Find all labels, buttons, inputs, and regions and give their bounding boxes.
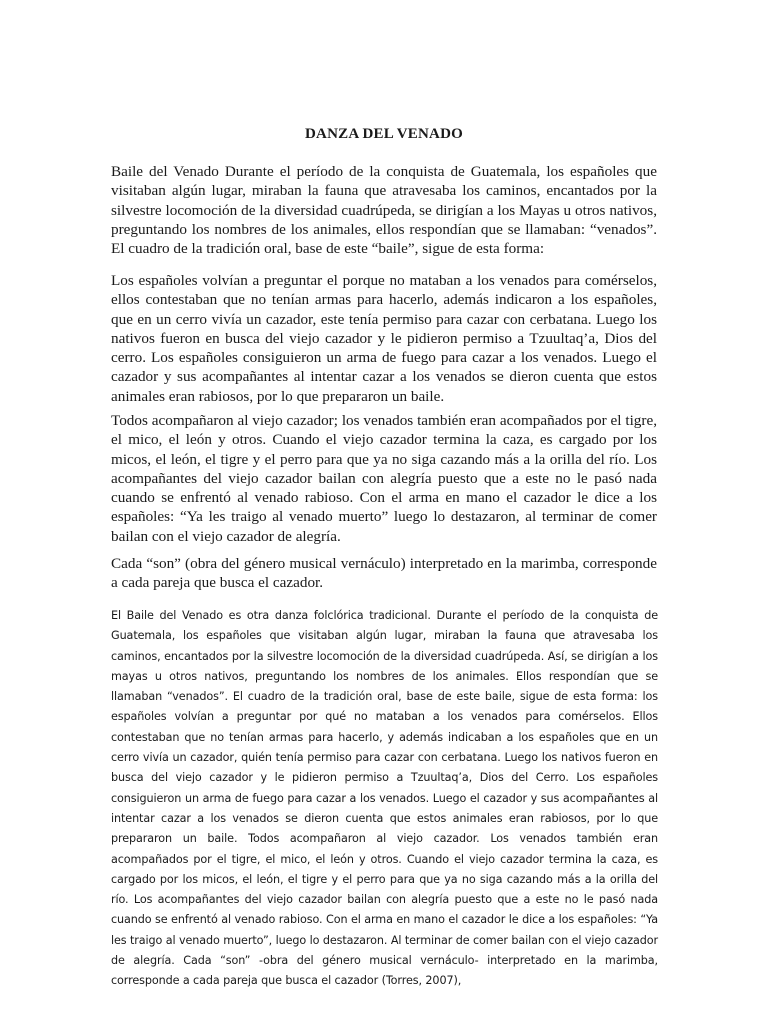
paragraph-4: Cada “son” (obra del género musical vernáculo) interpretado en la marimba, corresponde a cada pareja que busca el cazador. — [111, 555, 657, 592]
paragraph-2: Los españoles volvían a preguntar el porque no mataban a los venados para comérselos, ellos contestaban que no tenían armas para hacerlo, además indicaron a los españoles, que en un cerro vivía un cazador, este tenía permiso para cazar con cerbatana. Luego los nativos fueron en busca del viejo cazador y le pidieron permiso a Tzuultaq’a, Dios del cerro. Los españoles consiguieron un arma de fuego para cazar a los venados. Luego el cazador y sus acompañantes al intentar cazar a los venados se dieron cuenta que estos animales eran rabiosos, por lo que prepararon un baile. — [111, 272, 657, 405]
document-title: DANZA DEL VENADO — [305, 126, 463, 142]
summary-paragraph: El Baile del Venado es otra danza folclórica tradicional. Durante el período de la conquista de Guatemala, los españoles que visitaban algún lugar, miraban la fauna que atravesaba los caminos, encantados por la silvestre locomoción de la diversidad cuadrúpeda. Así, se dirigían a los mayas u otros nativos, preguntando los nombres de los animales. Ellos respondían que se llamaban “venados”. El cuadro de la tradición oral, base de este baile, sigue de esta forma: los españoles volvían a preguntar por qué no mataban a los venados para comérselos. Ellos contestaban que no tenían armas para hacerlo, y además indicaban a los españoles que en un cerro vivía un cazador, quién tenía permiso para cazar con cerbatana. Luego los nativos fueron en busca del viejo cazador y le pidieron permiso a Tzuultaq’a, Dios del Cerro. Los españoles consiguieron un arma de fuego para cazar a los venados. Luego el cazador y sus acompañantes al intentar cazar a los venados se dieron cuenta que estos animales eran rabiosos, por lo que prepararon un baile. Todos acompañaron al viejo cazador. Los venados también eran acompañados por el tigre, el mico, el león y otros. Cuando el viejo cazador termina la caza, es cargado por los micos, el león, el tigre y el perro para que ya no siga cazando más a la orilla del río. Los acompañantes del viejo cazador bailan con alegría puesto que a este no le pasó nada cuando se enfrentó al venado rabioso. Con el arma en mano el cazador le dice a los españoles: “Ya les traigo al venado muerto”, luego lo destazaron. Al terminar de comer bailan con el viejo cazador de alegría. Cada “son” -obra del género musical vernáculo- interpretado en la marimba, corresponde a cada pareja que busca el cazador (Torres, 2007), — [111, 609, 658, 988]
paragraph-1: Baile del Venado Durante el período de la conquista de Guatemala, los españoles que visitaban algún lugar, miraban la fauna que atravesaba los caminos, encantados por la silvestre locomoción de la diversidad cuadrúpeda, se dirigían a los Mayas u otros nativos, preguntando los nombres de los animales, ellos respondían que se llamaban: “venados”. El cuadro de la tradición oral, base de este “baile”, sigue de esta forma: — [111, 163, 657, 258]
paragraph-3: Todos acompañaron al viejo cazador; los venados también eran acompañados por el tigre, el mico, el león y otros. Cuando el viejo cazador termina la caza, es cargado por los micos, el león, el tigre y el perro para que ya no siga cazando más a la orilla del río. Los acompañantes del viejo cazador bailan con alegría puesto que a este no le pasó nada cuando se enfrentó al venado rabioso. Con el arma en mano el cazador le dice a los españoles: “Ya les traigo al venado muerto” luego lo destazaron, al terminar de comer bailan con el viejo cazador de alegría. — [111, 412, 657, 545]
